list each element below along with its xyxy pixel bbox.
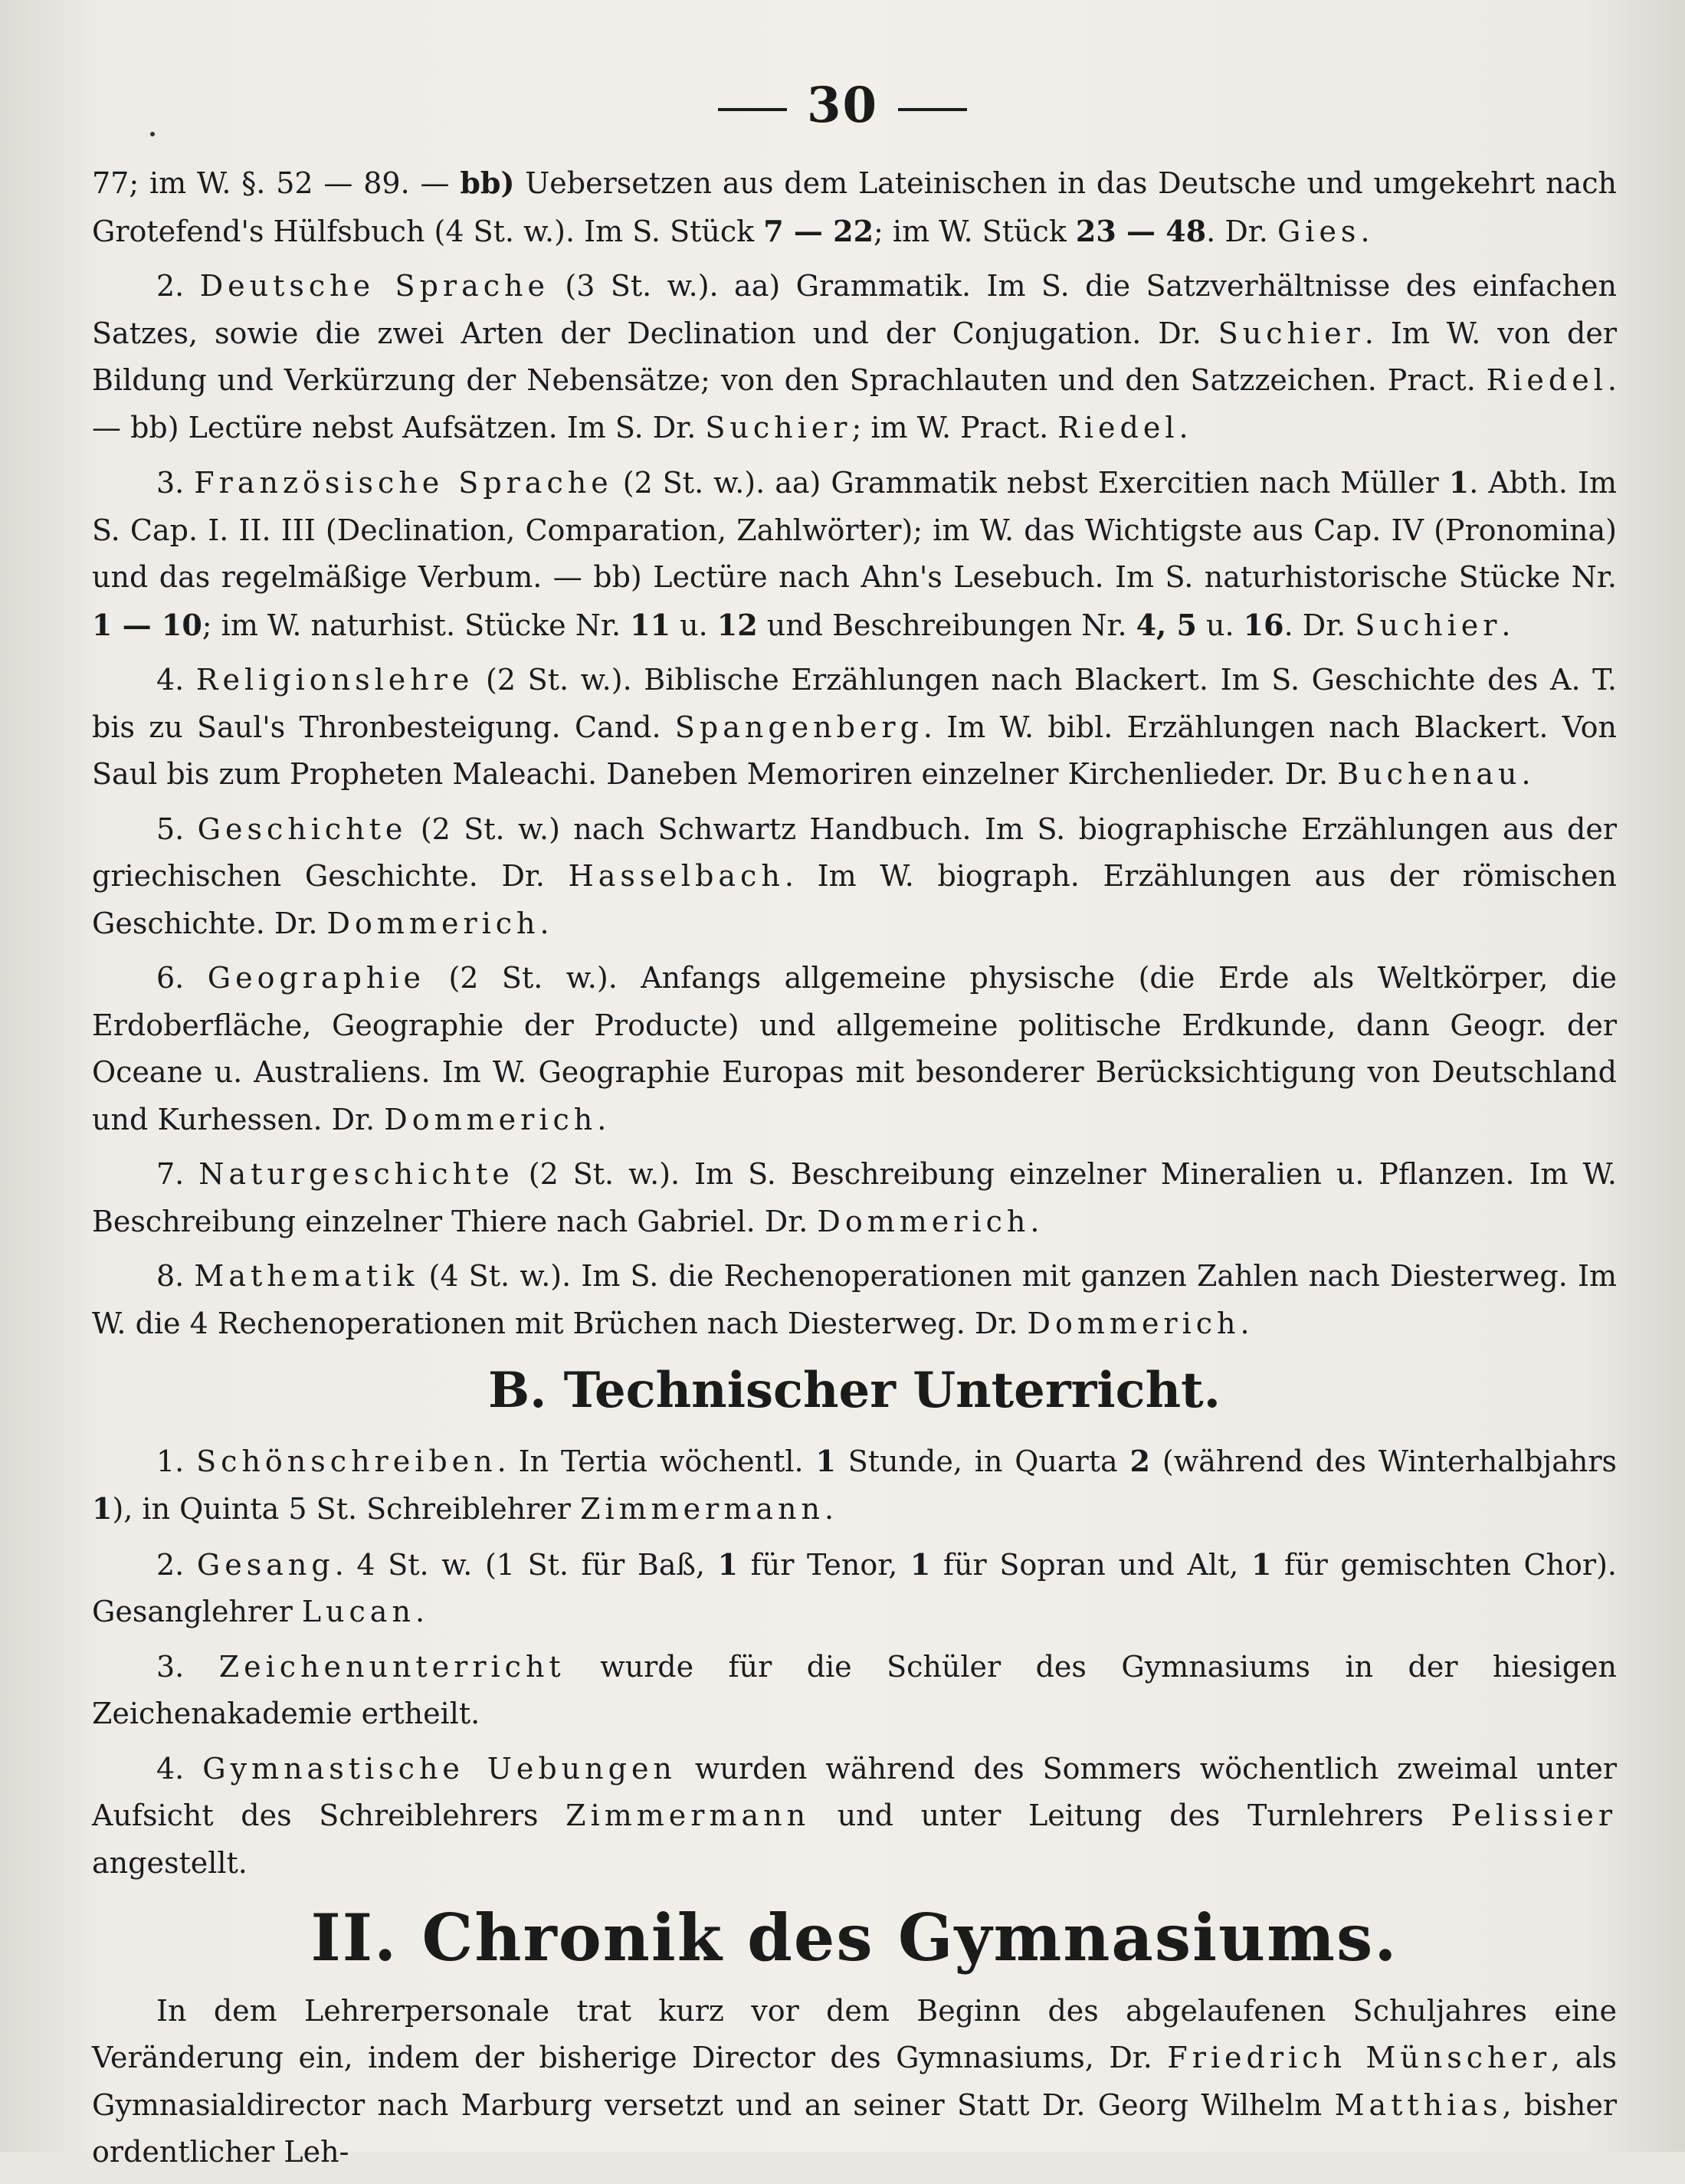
text-run: 1.	[156, 1444, 197, 1478]
text-run: . Im W. biograph. Erzählungen aus der römischen Geschichte. Dr.	[92, 859, 1617, 940]
text-run: .	[1030, 1204, 1040, 1238]
text-run: Zimmermann	[580, 1492, 824, 1526]
paragraph	[92, 1988, 1617, 2176]
paragraph	[92, 1151, 1617, 1245]
text-run: u.	[1196, 608, 1244, 642]
heading-chronik: II. Chronik des Gymnasiums.	[310, 1900, 1398, 1976]
text-run: ; im W. Stück	[874, 214, 1076, 248]
text-run: (2 St. w.). aa) Grammatik nebst Exercitien nach Müller	[612, 466, 1449, 500]
paragraph	[92, 806, 1617, 948]
paragraph	[92, 1746, 1617, 1887]
text-run: .	[1501, 608, 1511, 642]
text-run: 1	[1448, 465, 1470, 500]
text-run: 6.	[156, 961, 208, 995]
text-run: Dommerich	[1027, 1306, 1241, 1340]
heading-technischer-unterricht: B. Technischer Unterricht.	[488, 1362, 1221, 1419]
text-run: , als Gymnasialdirector nach Marburg versetzt und an seiner Statt Dr. Georg Wilhelm	[92, 2041, 1618, 2122]
text-run: für gemischten Chor). Gesanglehrer	[92, 1547, 1617, 1628]
text-run: 3.	[156, 1649, 219, 1684]
text-run: .	[1360, 214, 1370, 248]
page-number	[0, 77, 1685, 134]
text-run: wurden während des Sommers wöchentlich zweimal unter Aufsicht des Schreiblehrers	[92, 1751, 1617, 1832]
page-number-text: 30	[806, 77, 879, 134]
text-run: bb)	[460, 166, 515, 200]
text-run: Dommerich	[326, 906, 540, 940]
text-run: (2 St. w.). Biblische Erzählungen nach Blackert. Im S. Geschichte des A. T. bis zu Saul's Thronbesteigung. Cand.	[92, 663, 1617, 744]
text-run: und Beschreibungen Nr.	[757, 608, 1136, 642]
text-run: 4.	[156, 663, 196, 697]
text-run: 7.	[156, 1157, 199, 1191]
text-run: 3.	[156, 466, 195, 500]
text-run: .	[1240, 1306, 1250, 1340]
text-run: Riedel	[1057, 410, 1179, 444]
text-run: .	[1521, 757, 1531, 791]
text-run: Pelissier	[1451, 1799, 1617, 1832]
text-run: Suchier	[1218, 316, 1365, 350]
text-run: Mathematik	[194, 1259, 419, 1293]
text-run: Matthias	[1334, 2087, 1503, 2122]
text-run: 1	[717, 1546, 739, 1582]
text-run: .	[415, 1595, 425, 1628]
text-run: Suchier	[705, 410, 852, 444]
text-run: Gies	[1277, 214, 1361, 248]
text-run: Deutsche Sprache	[199, 269, 549, 303]
text-run: ; im W. naturhist. Stücke Nr.	[202, 608, 631, 642]
text-run: 4, 5	[1136, 607, 1197, 642]
paragraph	[92, 1541, 1617, 1636]
text-run: . Dr.	[1283, 608, 1356, 642]
text-run: .	[597, 1102, 607, 1136]
text-run: 23 — 48	[1075, 213, 1207, 248]
text-run: ), in Quinta 5 St. Schreiblehrer	[112, 1492, 581, 1526]
paragraph	[92, 955, 1617, 1143]
text-run: Geschichte	[197, 812, 408, 846]
text-run: Religionslehre	[195, 663, 474, 697]
text-run: Spangenberg	[674, 710, 923, 744]
text-run: (2 St. w.). Im S. Beschreibung einzelner Mineralien u. Pflanzen. Im W. Beschreibung einzelner Thiere nach Gabriel. Dr.	[92, 1157, 1617, 1238]
text-run: 8.	[156, 1259, 195, 1293]
text-run: .	[539, 906, 549, 940]
text-run: 12	[716, 607, 758, 642]
text-run: . 4 St. w. (1 St. für Baß,	[334, 1547, 718, 1582]
text-run: . Im W. von der Bildung und Verkürzung der Nebensätze; von den Sprachlauten und den Satzzeichen. Pract.	[92, 316, 1617, 397]
text-run: . — bb) Lectüre nebst Aufsätzen. Im S. Dr.	[92, 363, 1617, 444]
text-run: . Abth. Im S. Cap. I. II. III (Declination, Comparation, Zahlwörter); im W. das Wichtigste aus Cap. IV (Pronomina) und das regelmäßige Verbum. — bb) Lectüre nach Ahn's Lesebuch. Im S. naturhistorische Stücke Nr.	[92, 466, 1618, 594]
text-run: u.	[670, 608, 717, 642]
text-run: Friedrich Münscher	[1167, 2041, 1552, 2074]
text-run: (3 St. w.). aa) Grammatik. Im S. die Satzverhältnisse des einfachen Satzes, sowie die zwei Arten der Declination und der Conjugation. Dr.	[92, 269, 1617, 350]
text-run: Lucan	[301, 1595, 415, 1628]
text-run: Schönschreiben	[196, 1444, 497, 1478]
section-technical	[92, 1438, 1617, 1887]
text-run: 1	[92, 1491, 113, 1526]
text-run: Französische Sprache	[194, 466, 613, 500]
text-run: 77; im W. §. 52 — 89. —	[92, 166, 461, 200]
text-run: Gymnastische Uebungen	[202, 1751, 677, 1786]
paragraph	[92, 459, 1617, 649]
text-run: 2.	[156, 269, 200, 303]
text-run: Uebersetzen aus dem Lateinischen in das Deutsche und umgekehrt nach Grotefend's Hülfsbuch (4 St. w.). Im S. Stück	[92, 166, 1617, 248]
text-run: Gesang	[196, 1547, 335, 1582]
paragraph	[92, 263, 1617, 451]
text-run: 4.	[156, 1751, 203, 1786]
text-run: 2	[1129, 1443, 1150, 1478]
text-run: Buchenau	[1337, 757, 1522, 791]
text-run: 5.	[156, 812, 198, 846]
text-run: für Sopran und Alt,	[930, 1547, 1251, 1582]
text-run: (während des Winterhalbjahrs	[1150, 1444, 1617, 1478]
section-subjects	[92, 159, 1617, 1347]
text-run: 1	[910, 1546, 931, 1582]
left-rule	[718, 108, 787, 111]
text-run: 11	[630, 607, 671, 642]
text-run: Stunde, in Quarta	[835, 1444, 1130, 1478]
text-run: angestellt.	[92, 1845, 248, 1880]
text-run: (2 St. w.). Anfangs allgemeine physische (die Erde als Weltkörper, die Erdoberfläche, Geographie der Producte) und allgemeine politische Erdkunde, dann Geogr. der Oceane u. Australiens. Im W. Geographie Europas mit besonderer Berücksichtigung von Deutschland und Kurhessen. Dr.	[92, 961, 1617, 1136]
right-rule	[898, 108, 967, 111]
text-run: . Im W. bibl. Erzählungen nach Blackert. Von Saul bis zum Propheten Maleachi. Daneben Memoriren einzelner Kirchenlieder. Dr.	[92, 710, 1617, 791]
text-run: , bisher ordentlicher Leh-	[92, 2087, 1618, 2169]
text-run: 1 — 10	[92, 607, 202, 642]
body-text	[92, 159, 1617, 2184]
text-run: (4 St. w.). Im S. die Rechenoperationen mit ganzen Zahlen nach Diesterweg. Im W. die 4 Rechenoperationen mit Brüchen nach Diesterweg. Dr.	[92, 1259, 1618, 1340]
text-run: und unter Leitung des Turnlehrers	[810, 1799, 1451, 1832]
text-run: (2 St. w.) nach Schwartz Handbuch. Im S. biographische Erzählungen aus der griechischen Geschichte. Dr.	[92, 812, 1618, 893]
paragraph	[92, 1253, 1617, 1347]
paragraph	[92, 1438, 1617, 1533]
text-run: .	[1179, 410, 1188, 444]
paragraph	[92, 1644, 1617, 1738]
paragraph	[92, 657, 1617, 799]
text-run: ; im W. Pract.	[851, 410, 1058, 444]
text-run: Suchier	[1355, 608, 1502, 642]
text-run: Dommerich	[817, 1204, 1031, 1238]
text-run: .	[824, 1492, 834, 1526]
text-run: für Tenor,	[738, 1547, 910, 1582]
text-run: Dommerich	[384, 1102, 598, 1136]
text-run: wurde für die Schüler des Gymnasiums in der hiesigen Zeichenakademie ertheilt.	[92, 1649, 1617, 1730]
text-run: 2.	[156, 1547, 197, 1582]
text-run: . Dr.	[1206, 214, 1277, 248]
text-run: Geographie	[207, 961, 426, 995]
text-run: In dem Lehrerpersonale trat kurz vor dem Beginn des abgelaufenen Schuljahres eine Veränderung ein, indem der bisherige Director des Gymnasiums, Dr.	[92, 1993, 1617, 2074]
text-run: Zimmermann	[565, 1799, 811, 1832]
paragraph	[92, 159, 1617, 255]
text-run: 1	[1251, 1546, 1272, 1582]
text-run: 7 — 22	[763, 213, 874, 248]
text-run: . In Tertia wöchentl.	[497, 1444, 816, 1478]
text-run: Hasselbach	[568, 859, 785, 893]
section-chronik	[92, 1988, 1617, 2176]
text-run: 16	[1243, 607, 1284, 642]
text-run: Zeichenunterricht	[218, 1649, 565, 1684]
text-run: Naturgeschichte	[198, 1157, 514, 1191]
text-run: 1	[815, 1443, 836, 1478]
text-run: Riedel	[1486, 363, 1608, 397]
